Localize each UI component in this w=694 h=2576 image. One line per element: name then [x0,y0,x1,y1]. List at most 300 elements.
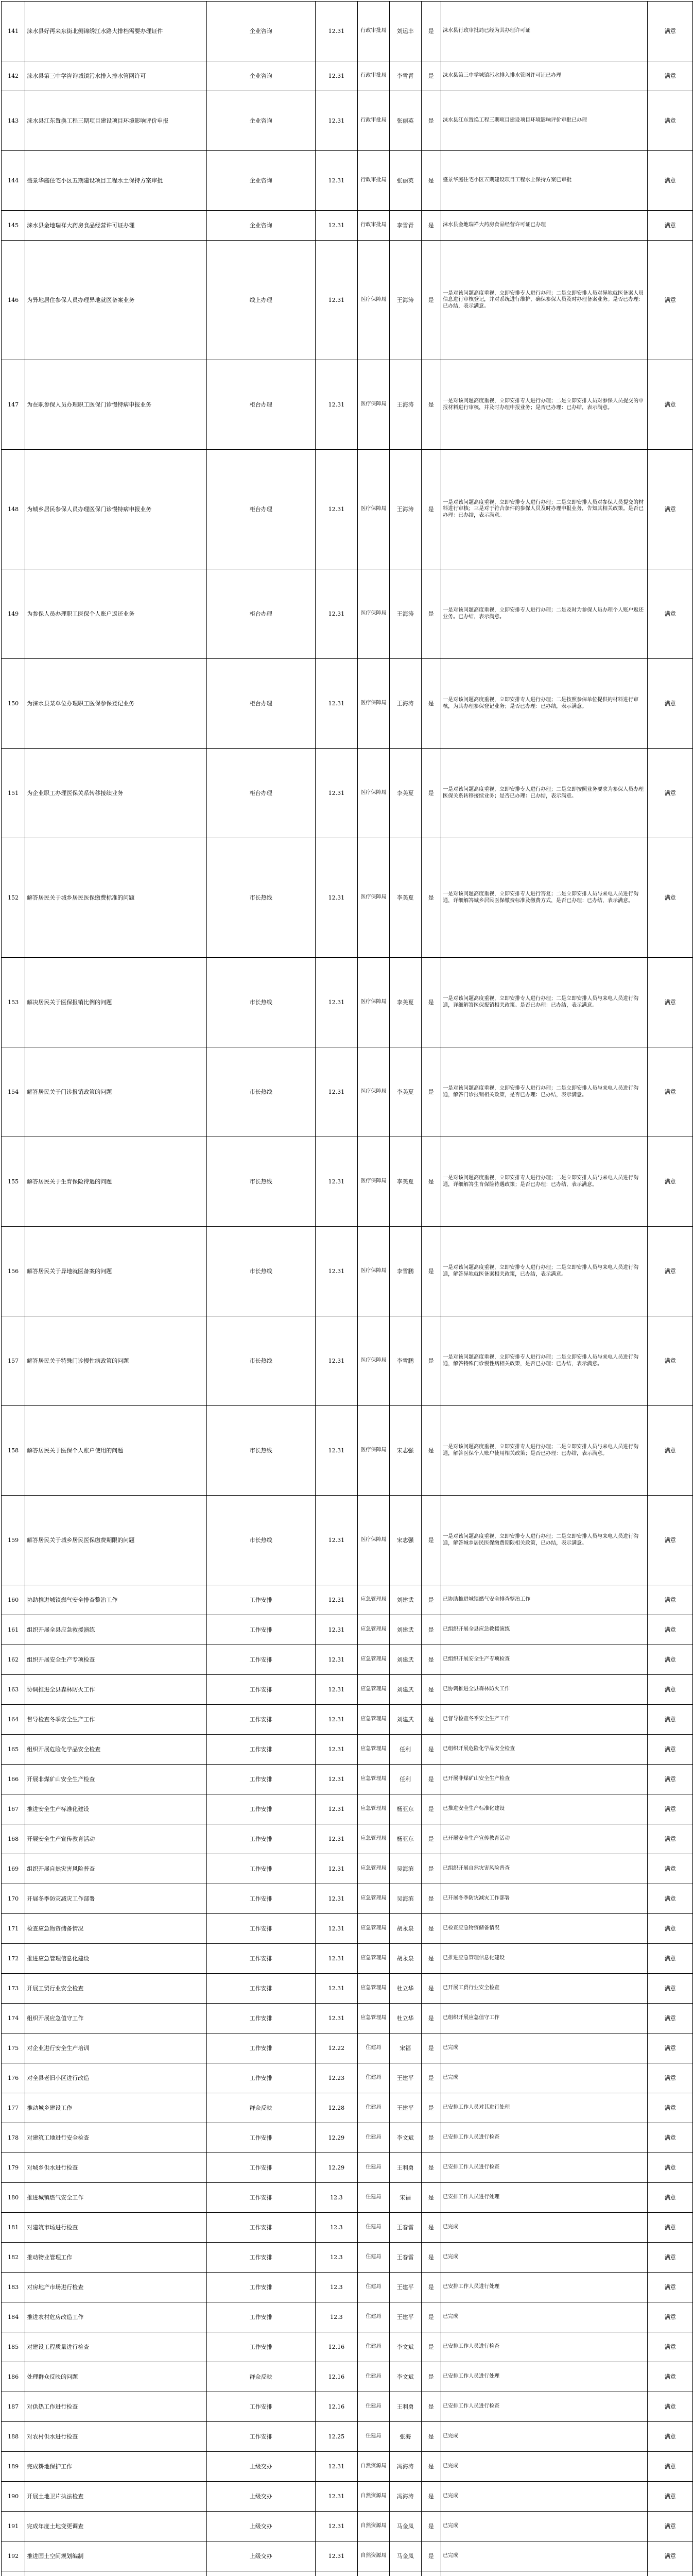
satisfaction: 满意 [648,2362,693,2392]
source-type [206,2571,315,2576]
item-description: 对农村供水进行检查 [25,2422,206,2452]
completed-flag: 是 [421,2183,441,2213]
handling-result: 已开展工贸行业安全检查 [441,1974,648,2004]
responsible-person: 杨亚东 [389,1794,421,1824]
department: 住建局 [358,2033,390,2063]
department: 住建局 [358,2183,390,2213]
responsible-person: 胡永泉 [389,1944,421,1974]
row-number: 146 [2,241,25,360]
table-row [2,151,693,211]
date: 12.25 [315,2422,357,2452]
date: 12.28 [315,2093,357,2123]
satisfaction: 满意 [648,1824,693,1854]
completed-flag: 是 [421,151,441,211]
item-description: 组织开展全县应急救援演练 [25,1615,206,1645]
item-description: 涞水县好再来东街北侧锦绣江水路大排档需要办理证件 [25,2,206,61]
table-row [2,2243,693,2273]
handling-result: 一是对该问题高度重视，立即安排专人进行办理；二是立即安排人员与来电人员进行沟通，详细解答生育保险待遇政策；是否已办理：已办结，表示满意。 [441,1137,648,1227]
completed-flag: 是 [421,1406,441,1496]
department: 应急管理局 [358,1585,390,1615]
row-number: 175 [2,2033,25,2063]
department: 行政审批局 [358,211,390,241]
table-row [2,1854,693,1884]
handling-result: 已完成 [441,2213,648,2243]
responsible-person: 王春雷 [389,2243,421,2273]
satisfaction: 满意 [648,2093,693,2123]
satisfaction: 满意 [648,2213,693,2243]
item-description: 对城乡供水进行检查 [25,2153,206,2183]
source-type: 上级交办 [206,2512,315,2541]
table-row [2,2452,693,2482]
table-row [2,2213,693,2243]
source-type: 工作安排 [206,1585,315,1615]
row-number: 154 [2,1047,25,1137]
completed-flag: 是 [421,1854,441,1884]
completed-flag: 是 [421,2004,441,2033]
table-row [2,1585,693,1615]
row-number: 176 [2,2063,25,2093]
completed-flag: 是 [421,1735,441,1765]
responsible-person: 李雪青 [389,211,421,241]
source-type: 工作安排 [206,1914,315,1944]
table-row [2,1914,693,1944]
handling-result: 一是对该问题高度重视，立即安排专人进行办理；二是立即安排人员与来电人员进行沟通，解答城乡居民医保缴费期限相关政策，已办结，表示满意。 [441,1496,648,1585]
item-description: 组织开展危险化学品安全检查 [25,1735,206,1765]
handling-result: 已完成 [441,2482,648,2512]
date: 12.31 [315,569,357,659]
completed-flag [421,2571,441,2576]
department: 医疗保障局 [358,1316,390,1406]
department: 医疗保障局 [358,1227,390,1316]
row-number: 188 [2,2422,25,2452]
handling-result: 已安排工作人员对其进行处理 [441,2093,648,2123]
responsible-person: 李美夏 [389,838,421,958]
department: 住建局 [358,2213,390,2243]
completed-flag: 是 [421,569,441,659]
row-number: 187 [2,2392,25,2422]
table-row [2,1227,693,1316]
item-description: 推进农村危房改造工作 [25,2302,206,2332]
completed-flag: 是 [421,1496,441,1585]
handling-result: 已推进安全生产标准化建设 [441,1794,648,1824]
handling-result: 已安排工作人员进行检查 [441,2153,648,2183]
date: 12.31 [315,2541,357,2571]
responsible-person: 王海涛 [389,569,421,659]
department: 自然资源局 [358,2541,390,2571]
source-type: 上级交办 [206,2482,315,2512]
row-number: 179 [2,2153,25,2183]
handling-result: 已完成 [441,2302,648,2332]
department: 应急管理局 [358,1914,390,1944]
department: 应急管理局 [358,2004,390,2033]
source-type: 企业咨询 [206,151,315,211]
responsible-person: 马金凤 [389,2512,421,2541]
responsible-person: 宋志强 [389,1496,421,1585]
department: 医疗保障局 [358,1047,390,1137]
table-row [2,2512,693,2541]
row-number: 148 [2,450,25,569]
handling-result: 已完成 [441,2243,648,2273]
department: 应急管理局 [358,1884,390,1914]
item-description: 处理群众反映的问题 [25,2362,206,2392]
handling-result: 一是对该问题高度重视，立即安排专人进行办理；二是立即安排人员与来电人员进行沟通，解答异地就医备案相关政策，已办结，表示满意。 [441,1227,648,1316]
completed-flag: 是 [421,2213,441,2243]
satisfaction: 满意 [648,2183,693,2213]
completed-flag: 是 [421,1675,441,1705]
responsible-person: 李文斌 [389,2332,421,2362]
department: 医疗保障局 [358,1137,390,1227]
department: 医疗保障局 [358,1406,390,1496]
satisfaction: 满意 [648,1645,693,1675]
table-row [2,2063,693,2093]
completed-flag: 是 [421,1705,441,1735]
department: 行政审批局 [358,151,390,211]
source-type: 柜台办理 [206,749,315,838]
department: 医疗保障局 [358,450,390,569]
table-row [2,2033,693,2063]
row-number: 143 [2,91,25,151]
department: 应急管理局 [358,1645,390,1675]
item-description: 对房地产市场进行检查 [25,2273,206,2302]
responsible-person: 王利勇 [389,2153,421,2183]
handling-result: 已协助推进城镇燃气安全排查整治工作 [441,1585,648,1615]
responsible-person: 刘建武 [389,1675,421,1705]
responsible-person: 李美夏 [389,749,421,838]
responsible-person: 王建平 [389,2063,421,2093]
row-number: 191 [2,2512,25,2541]
date: 12.16 [315,2332,357,2362]
table-row [2,2004,693,2033]
handling-result: 一是对该问题高度重视，立即安排专人进行办理；二是立即安排人员对参保人员提交的材料进行审核；三是对于符合条件的参保人员及时办理申报业务，告知其相关政策。是否已办理：已办结，表示满意。 [441,450,648,569]
item-description: 为在职参保人员办理职工医保门诊慢特病申报业务 [25,360,206,450]
completed-flag: 是 [421,749,441,838]
handling-result: 已安排工作人员进行检查 [441,2332,648,2362]
completed-flag: 是 [421,1047,441,1137]
completed-flag: 是 [421,91,441,151]
handling-result: 已组织开展全县应急救援演练 [441,1615,648,1645]
source-type: 工作安排 [206,1884,315,1914]
responsible-person: 杨亚东 [389,1824,421,1854]
item-description: 涞水县金地瑞祥大药房食品经营许可证办理 [25,211,206,241]
source-type: 上级交办 [206,2541,315,2571]
completed-flag: 是 [421,211,441,241]
satisfaction: 满意 [648,1944,693,1974]
item-description: 开展安全生产宣传教育活动 [25,1824,206,1854]
table-row [2,1944,693,1974]
handling-result: 一是对该问题高度重视，立即安排专人进行办理；二是立即按照业务要求为参保人员办理医保关系转移接续业务；是否已办理：已办结，表示满意。 [441,749,648,838]
completed-flag: 是 [421,2452,441,2482]
source-type: 企业咨询 [206,91,315,151]
date: 12.16 [315,2362,357,2392]
handling-result: 已安排工作人员进行检查 [441,2123,648,2153]
source-type: 工作安排 [206,2273,315,2302]
department: 住建局 [358,2063,390,2093]
table-row [2,1675,693,1705]
row-number: 149 [2,569,25,659]
row-number: 172 [2,1944,25,1974]
table-row [2,211,693,241]
service-record-table [1,1,693,2576]
department: 住建局 [358,2123,390,2153]
department: 应急管理局 [358,1615,390,1645]
source-type: 市长热线 [206,1406,315,1496]
table-row [2,2,693,61]
source-type: 柜台办理 [206,569,315,659]
satisfaction: 满意 [648,1765,693,1794]
handling-result: 一是对该问题高度重视，立即安排专人进行办理；二是立即安排人员与来电人员进行沟通，解答门诊报销相关政策，是否已办理：已办结，表示满意。 [441,1047,648,1137]
date: 12.31 [315,1047,357,1137]
responsible-person: 李雪鹏 [389,1227,421,1316]
responsible-person: 王海涛 [389,241,421,360]
handling-result: 已安排工作人员进行处理 [441,2273,648,2302]
row-number: 184 [2,2302,25,2332]
source-type: 市长热线 [206,1316,315,1406]
row-number: 151 [2,749,25,838]
row-number: 174 [2,2004,25,2033]
responsible-person: 吴海滨 [389,1884,421,1914]
date: 12.22 [315,2033,357,2063]
date: 12.31 [315,659,357,749]
row-number: 161 [2,1615,25,1645]
completed-flag: 是 [421,958,441,1047]
handling-result: 一是对该问题高度重视，立即安排专人进行答复；二是立即安排人员与来电人员进行沟通，详细解答城乡居民医保缴费标准及缴费方式，是否已办理：已办结，表示满意。 [441,838,648,958]
handling-result: 一是对该问题高度重视，立即安排专人进行办理；二是立即安排人员对异地就医备案人员信息进行审核登记，并对系统进行维护，确保参保人员及时办理备案业务。是否已办理：已办结，表示满意。 [441,241,648,360]
date: 12.31 [315,1675,357,1705]
row-number: 150 [2,659,25,749]
satisfaction: 满意 [648,2004,693,2033]
date: 12.31 [315,2,357,61]
item-description: 解答居民关于异地就医备案的问题 [25,1227,206,1316]
source-type: 工作安排 [206,1675,315,1705]
source-type: 市长热线 [206,958,315,1047]
satisfaction: 满意 [648,2,693,61]
item-description: 解答居民关于医保个人账户使用的问题 [25,1406,206,1496]
row-number: 153 [2,958,25,1047]
responsible-person: 王海涛 [389,450,421,569]
table-row [2,360,693,450]
responsible-person: 任利 [389,1735,421,1765]
responsible-person: 李美夏 [389,958,421,1047]
satisfaction: 满意 [648,749,693,838]
satisfaction: 满意 [648,2392,693,2422]
item-description: 开展工贸行业安全检查 [25,1974,206,2004]
handling-result: 已推进应急管理信息化建设 [441,1944,648,1974]
item-description: 开展非煤矿山安全生产检查 [25,1765,206,1794]
handling-result: 已安排工作人员进行处理 [441,2362,648,2392]
responsible-person: 王利勇 [389,2392,421,2422]
date: 12.3 [315,2213,357,2243]
source-type: 群众反映 [206,2093,315,2123]
row-number: 177 [2,2093,25,2123]
table-row [2,569,693,659]
table-row [2,1974,693,2004]
item-description: 开展土地卫片执法检查 [25,2482,206,2512]
handling-result: 已完成 [441,2512,648,2541]
handling-result: 已完成 [441,2452,648,2482]
department: 医疗保障局 [358,749,390,838]
row-number: 157 [2,1316,25,1406]
department: 应急管理局 [358,1854,390,1884]
department: 住建局 [358,2093,390,2123]
row-number: 163 [2,1675,25,1705]
row-number [2,2571,25,2576]
source-type: 工作安排 [206,2332,315,2362]
item-description: 对建设工程质量进行检查 [25,2332,206,2362]
date: 12.31 [315,1914,357,1944]
table-row [2,958,693,1047]
completed-flag: 是 [421,2422,441,2452]
row-number: 183 [2,2273,25,2302]
satisfaction: 满意 [648,2243,693,2273]
department: 应急管理局 [358,1824,390,1854]
item-description: 对建筑市场进行检查 [25,2213,206,2243]
table-row [2,1824,693,1854]
table-row [2,2302,693,2332]
source-type: 工作安排 [206,1735,315,1765]
satisfaction: 满意 [648,1406,693,1496]
completed-flag: 是 [421,2033,441,2063]
handling-result: 一是对该问题高度重视，立即安排专人进行办理；二是立即安排人员与来电人员进行沟通，解答医保个人账户使用相关政策；是否已办理：已办结，表示满意。 [441,1406,648,1496]
item-description: 解答居民关于门诊报销政策的问题 [25,1047,206,1137]
row-number: 145 [2,211,25,241]
date: 12.31 [315,1765,357,1794]
satisfaction: 满意 [648,1974,693,2004]
date: 12.23 [315,2063,357,2093]
row-number: 181 [2,2213,25,2243]
handling-result: 已开展非煤矿山安全生产检查 [441,1765,648,1794]
responsible-person: 杜立华 [389,2004,421,2033]
completed-flag: 是 [421,1974,441,2004]
row-number: 190 [2,2482,25,2512]
date: 12.31 [315,241,357,360]
responsible-person: 马金凤 [389,2541,421,2571]
completed-flag: 是 [421,2332,441,2362]
date: 12.31 [315,1615,357,1645]
handling-result: 已安排工作人员进行处理 [441,2183,648,2213]
completed-flag: 是 [421,1137,441,1227]
department: 住建局 [358,2332,390,2362]
table-row [2,61,693,91]
source-type: 企业咨询 [206,2,315,61]
table-row [2,2332,693,2362]
responsible-person: 宋福 [389,2183,421,2213]
row-number: 169 [2,1854,25,1884]
table-row [2,2571,693,2576]
satisfaction: 满意 [648,2332,693,2362]
satisfaction: 满意 [648,1705,693,1735]
responsible-person: 李美夏 [389,1047,421,1137]
handling-result: 已开展冬季防灾减灾工作部署 [441,1884,648,1914]
table-row [2,2093,693,2123]
source-type: 工作安排 [206,1854,315,1884]
date: 12.31 [315,1944,357,1974]
handling-result: 已安排工作人员进行检查 [441,2392,648,2422]
completed-flag: 是 [421,1944,441,1974]
completed-flag: 是 [421,2273,441,2302]
department: 医疗保障局 [358,1496,390,1585]
date: 12.29 [315,2153,357,2183]
completed-flag: 是 [421,1615,441,1645]
satisfaction: 满意 [648,1854,693,1884]
item-description: 解答居民关于城乡居民医保缴费标准的问题 [25,838,206,958]
responsible-person: 张海 [389,2422,421,2452]
source-type: 工作安排 [206,1705,315,1735]
date: 12.16 [315,2392,357,2422]
item-description: 对供热工作进行检查 [25,2392,206,2422]
row-number: 167 [2,1794,25,1824]
completed-flag: 是 [421,450,441,569]
date: 12.31 [315,91,357,151]
row-number: 189 [2,2452,25,2482]
row-number: 159 [2,1496,25,1585]
handling-result: 已组织开展危险化学品安全检查 [441,1735,648,1765]
completed-flag: 是 [421,1645,441,1675]
department: 医疗保障局 [358,958,390,1047]
source-type: 工作安排 [206,2243,315,2273]
handling-result: 已检查应急物资储备情况 [441,1914,648,1944]
date: 12.31 [315,749,357,838]
department: 应急管理局 [358,1794,390,1824]
table-row [2,659,693,749]
source-type: 工作安排 [206,2153,315,2183]
completed-flag: 是 [421,1585,441,1615]
row-number: 186 [2,2362,25,2392]
table-row [2,1615,693,1645]
row-number: 182 [2,2243,25,2273]
completed-flag: 是 [421,1316,441,1406]
item-description: 盛景华庭住宅小区五期建设项目工程水土保持方案审批 [25,151,206,211]
date: 12.31 [315,1585,357,1615]
row-number: 152 [2,838,25,958]
responsible-person: 李雪青 [389,61,421,91]
satisfaction: 满意 [648,1137,693,1227]
table-row [2,1406,693,1496]
source-type: 工作安排 [206,2213,315,2243]
satisfaction [648,2571,693,2576]
row-number: 178 [2,2123,25,2153]
date: 12.31 [315,2004,357,2033]
item-description: 完成年度土地变更调查 [25,2512,206,2541]
responsible-person: 杜立华 [389,1974,421,2004]
item-description: 组织开展自然灾害风险普查 [25,1854,206,1884]
department: 医疗保障局 [358,838,390,958]
row-number: 164 [2,1705,25,1735]
department: 住建局 [358,2153,390,2183]
handling-result: 已完成 [441,2063,648,2093]
completed-flag: 是 [421,2,441,61]
satisfaction: 满意 [648,1675,693,1705]
source-type: 工作安排 [206,1794,315,1824]
row-number: 160 [2,1585,25,1615]
satisfaction: 满意 [648,2482,693,2512]
responsible-person: 宋志强 [389,1406,421,1496]
satisfaction: 满意 [648,360,693,450]
item-description: 涞水县第三中学咨询城镇污水排入排水管网许可 [25,61,206,91]
table-row [2,2362,693,2392]
responsible-person: 冯海涛 [389,2482,421,2512]
table-row [2,2392,693,2422]
source-type: 柜台办理 [206,659,315,749]
date: 12.31 [315,2512,357,2541]
satisfaction: 满意 [648,1316,693,1406]
item-description: 督导检查冬季安全生产工作 [25,1705,206,1735]
table-row [2,91,693,151]
date: 12.31 [315,151,357,211]
table-row [2,1047,693,1137]
source-type: 柜台办理 [206,450,315,569]
date: 12.3 [315,2243,357,2273]
item-description: 为异地居住参保人员办理异地就医备案业务 [25,241,206,360]
